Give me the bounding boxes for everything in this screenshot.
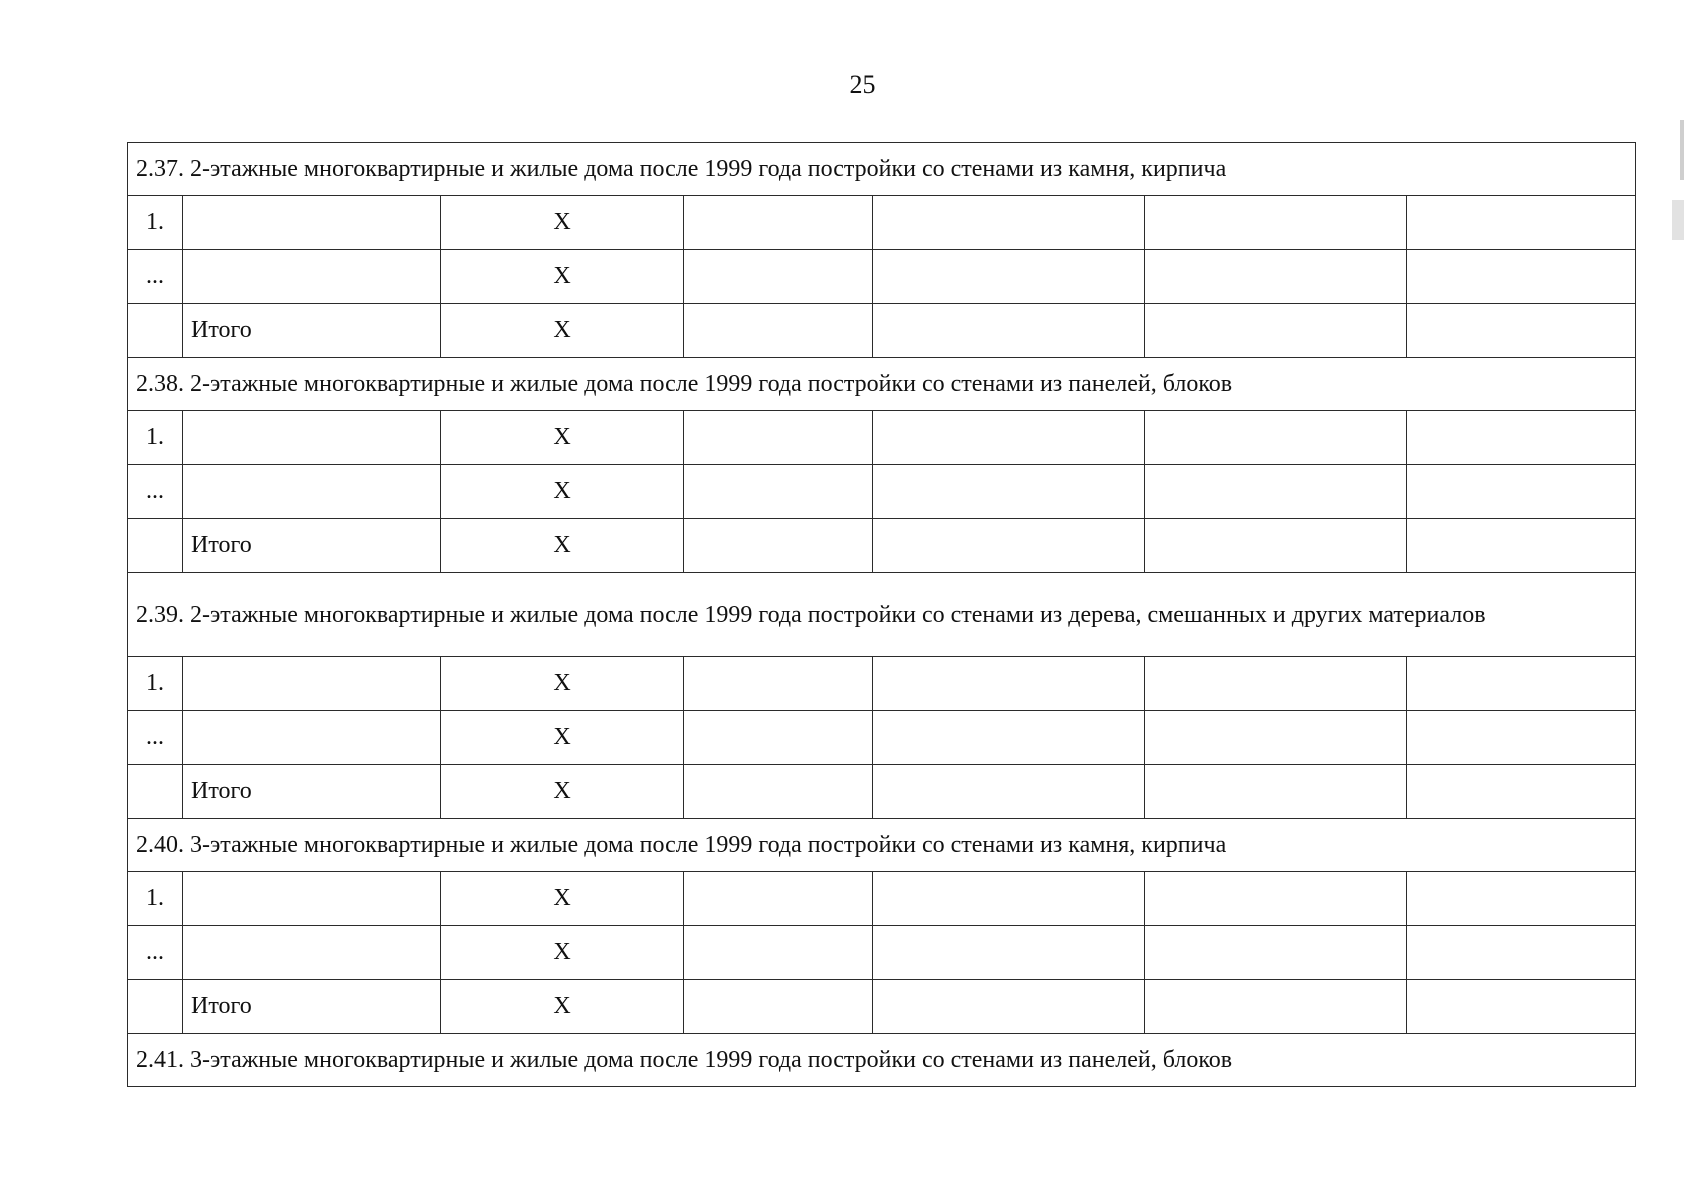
empty-cell: [873, 196, 1145, 250]
x-mark: X: [441, 411, 684, 465]
empty-cell: [1407, 872, 1636, 926]
empty-cell: [1145, 765, 1407, 819]
table-row: [128, 657, 1636, 711]
x-mark: X: [441, 711, 684, 765]
empty-cell: [1407, 250, 1636, 304]
empty-cell: [873, 304, 1145, 358]
table-row-total: [128, 980, 1636, 1034]
row-number: 1.: [128, 872, 183, 926]
page-number: 25: [849, 70, 876, 99]
row-number: [128, 980, 183, 1034]
section-header-2-40: [128, 819, 1636, 872]
empty-cell: [1407, 196, 1636, 250]
empty-cell: [1145, 465, 1407, 519]
housing-table: [127, 142, 1636, 1087]
row-name: [183, 465, 441, 519]
empty-cell: [1407, 765, 1636, 819]
empty-cell: [1145, 196, 1407, 250]
table-row: [128, 250, 1636, 304]
x-mark: X: [441, 304, 684, 358]
empty-cell: [684, 196, 873, 250]
empty-cell: [684, 711, 873, 765]
empty-cell: [684, 926, 873, 980]
empty-cell: [873, 711, 1145, 765]
x-mark: X: [441, 872, 684, 926]
table-row: [128, 196, 1636, 250]
table-row: [128, 711, 1636, 765]
row-name: Итого: [183, 304, 441, 358]
empty-cell: [873, 465, 1145, 519]
empty-cell: [1407, 711, 1636, 765]
empty-cell: [873, 657, 1145, 711]
table-row: [128, 872, 1636, 926]
table-row-total: [128, 519, 1636, 573]
row-name: [183, 926, 441, 980]
x-mark: X: [441, 196, 684, 250]
empty-cell: [1407, 304, 1636, 358]
empty-cell: [684, 411, 873, 465]
empty-cell: [684, 250, 873, 304]
row-number: ...: [128, 711, 183, 765]
empty-cell: [1407, 465, 1636, 519]
empty-cell: [1145, 980, 1407, 1034]
row-name: Итого: [183, 980, 441, 1034]
scan-artifact: [1672, 200, 1684, 240]
table-row-total: [128, 304, 1636, 358]
row-name: [183, 711, 441, 765]
x-mark: X: [441, 519, 684, 573]
empty-cell: [873, 250, 1145, 304]
row-name: [183, 196, 441, 250]
row-number: [128, 304, 183, 358]
empty-cell: [684, 304, 873, 358]
empty-cell: [873, 980, 1145, 1034]
empty-cell: [1407, 657, 1636, 711]
section-header-2-39: [128, 573, 1636, 657]
empty-cell: [1407, 980, 1636, 1034]
empty-cell: [1145, 304, 1407, 358]
x-mark: X: [441, 765, 684, 819]
row-name: Итого: [183, 519, 441, 573]
x-mark: X: [441, 465, 684, 519]
empty-cell: [1145, 872, 1407, 926]
table-row: [128, 926, 1636, 980]
row-name: Итого: [183, 765, 441, 819]
row-number: 1.: [128, 657, 183, 711]
row-name: [183, 250, 441, 304]
empty-cell: [1145, 519, 1407, 573]
section-title: 2.37. 2-этажные многоквартирные и жилые дома после 1999 года постройки со стенами из камня, кирпича: [128, 143, 1636, 196]
row-name: [183, 872, 441, 926]
row-name: [183, 411, 441, 465]
scan-artifact: [1680, 120, 1684, 180]
section-title: 2.40. 3-этажные многоквартирные и жилые дома после 1999 года постройки со стенами из камня, кирпича: [128, 819, 1636, 872]
x-mark: X: [441, 250, 684, 304]
empty-cell: [1407, 411, 1636, 465]
section-title: 2.41. 3-этажные многоквартирные и жилые дома после 1999 года постройки со стенами из панелей, блоков: [128, 1034, 1636, 1087]
empty-cell: [873, 765, 1145, 819]
empty-cell: [684, 980, 873, 1034]
x-mark: X: [441, 657, 684, 711]
empty-cell: [684, 465, 873, 519]
empty-cell: [1145, 711, 1407, 765]
section-header-2-38: [128, 358, 1636, 411]
row-number: 1.: [128, 196, 183, 250]
empty-cell: [873, 926, 1145, 980]
empty-cell: [1407, 926, 1636, 980]
table-row: [128, 465, 1636, 519]
section-title: 2.38. 2-этажные многоквартирные и жилые дома после 1999 года постройки со стенами из панелей, блоков: [128, 358, 1636, 411]
table-row-total: [128, 765, 1636, 819]
row-number: ...: [128, 926, 183, 980]
empty-cell: [873, 519, 1145, 573]
empty-cell: [684, 765, 873, 819]
empty-cell: [1145, 926, 1407, 980]
section-header-2-37: [128, 143, 1636, 196]
row-number: ...: [128, 250, 183, 304]
row-number: ...: [128, 465, 183, 519]
empty-cell: [1145, 411, 1407, 465]
empty-cell: [873, 411, 1145, 465]
empty-cell: [684, 519, 873, 573]
row-number: 1.: [128, 411, 183, 465]
section-header-2-41: [128, 1034, 1636, 1087]
empty-cell: [1145, 657, 1407, 711]
x-mark: X: [441, 926, 684, 980]
x-mark: X: [441, 980, 684, 1034]
row-number: [128, 765, 183, 819]
section-title: 2.39. 2-этажные многоквартирные и жилые дома после 1999 года постройки со стенами из дерева, смешанных и других материалов: [128, 573, 1636, 657]
empty-cell: [873, 872, 1145, 926]
row-name: [183, 657, 441, 711]
row-number: [128, 519, 183, 573]
table-row: [128, 411, 1636, 465]
empty-cell: [684, 657, 873, 711]
empty-cell: [684, 872, 873, 926]
empty-cell: [1407, 519, 1636, 573]
empty-cell: [1145, 250, 1407, 304]
